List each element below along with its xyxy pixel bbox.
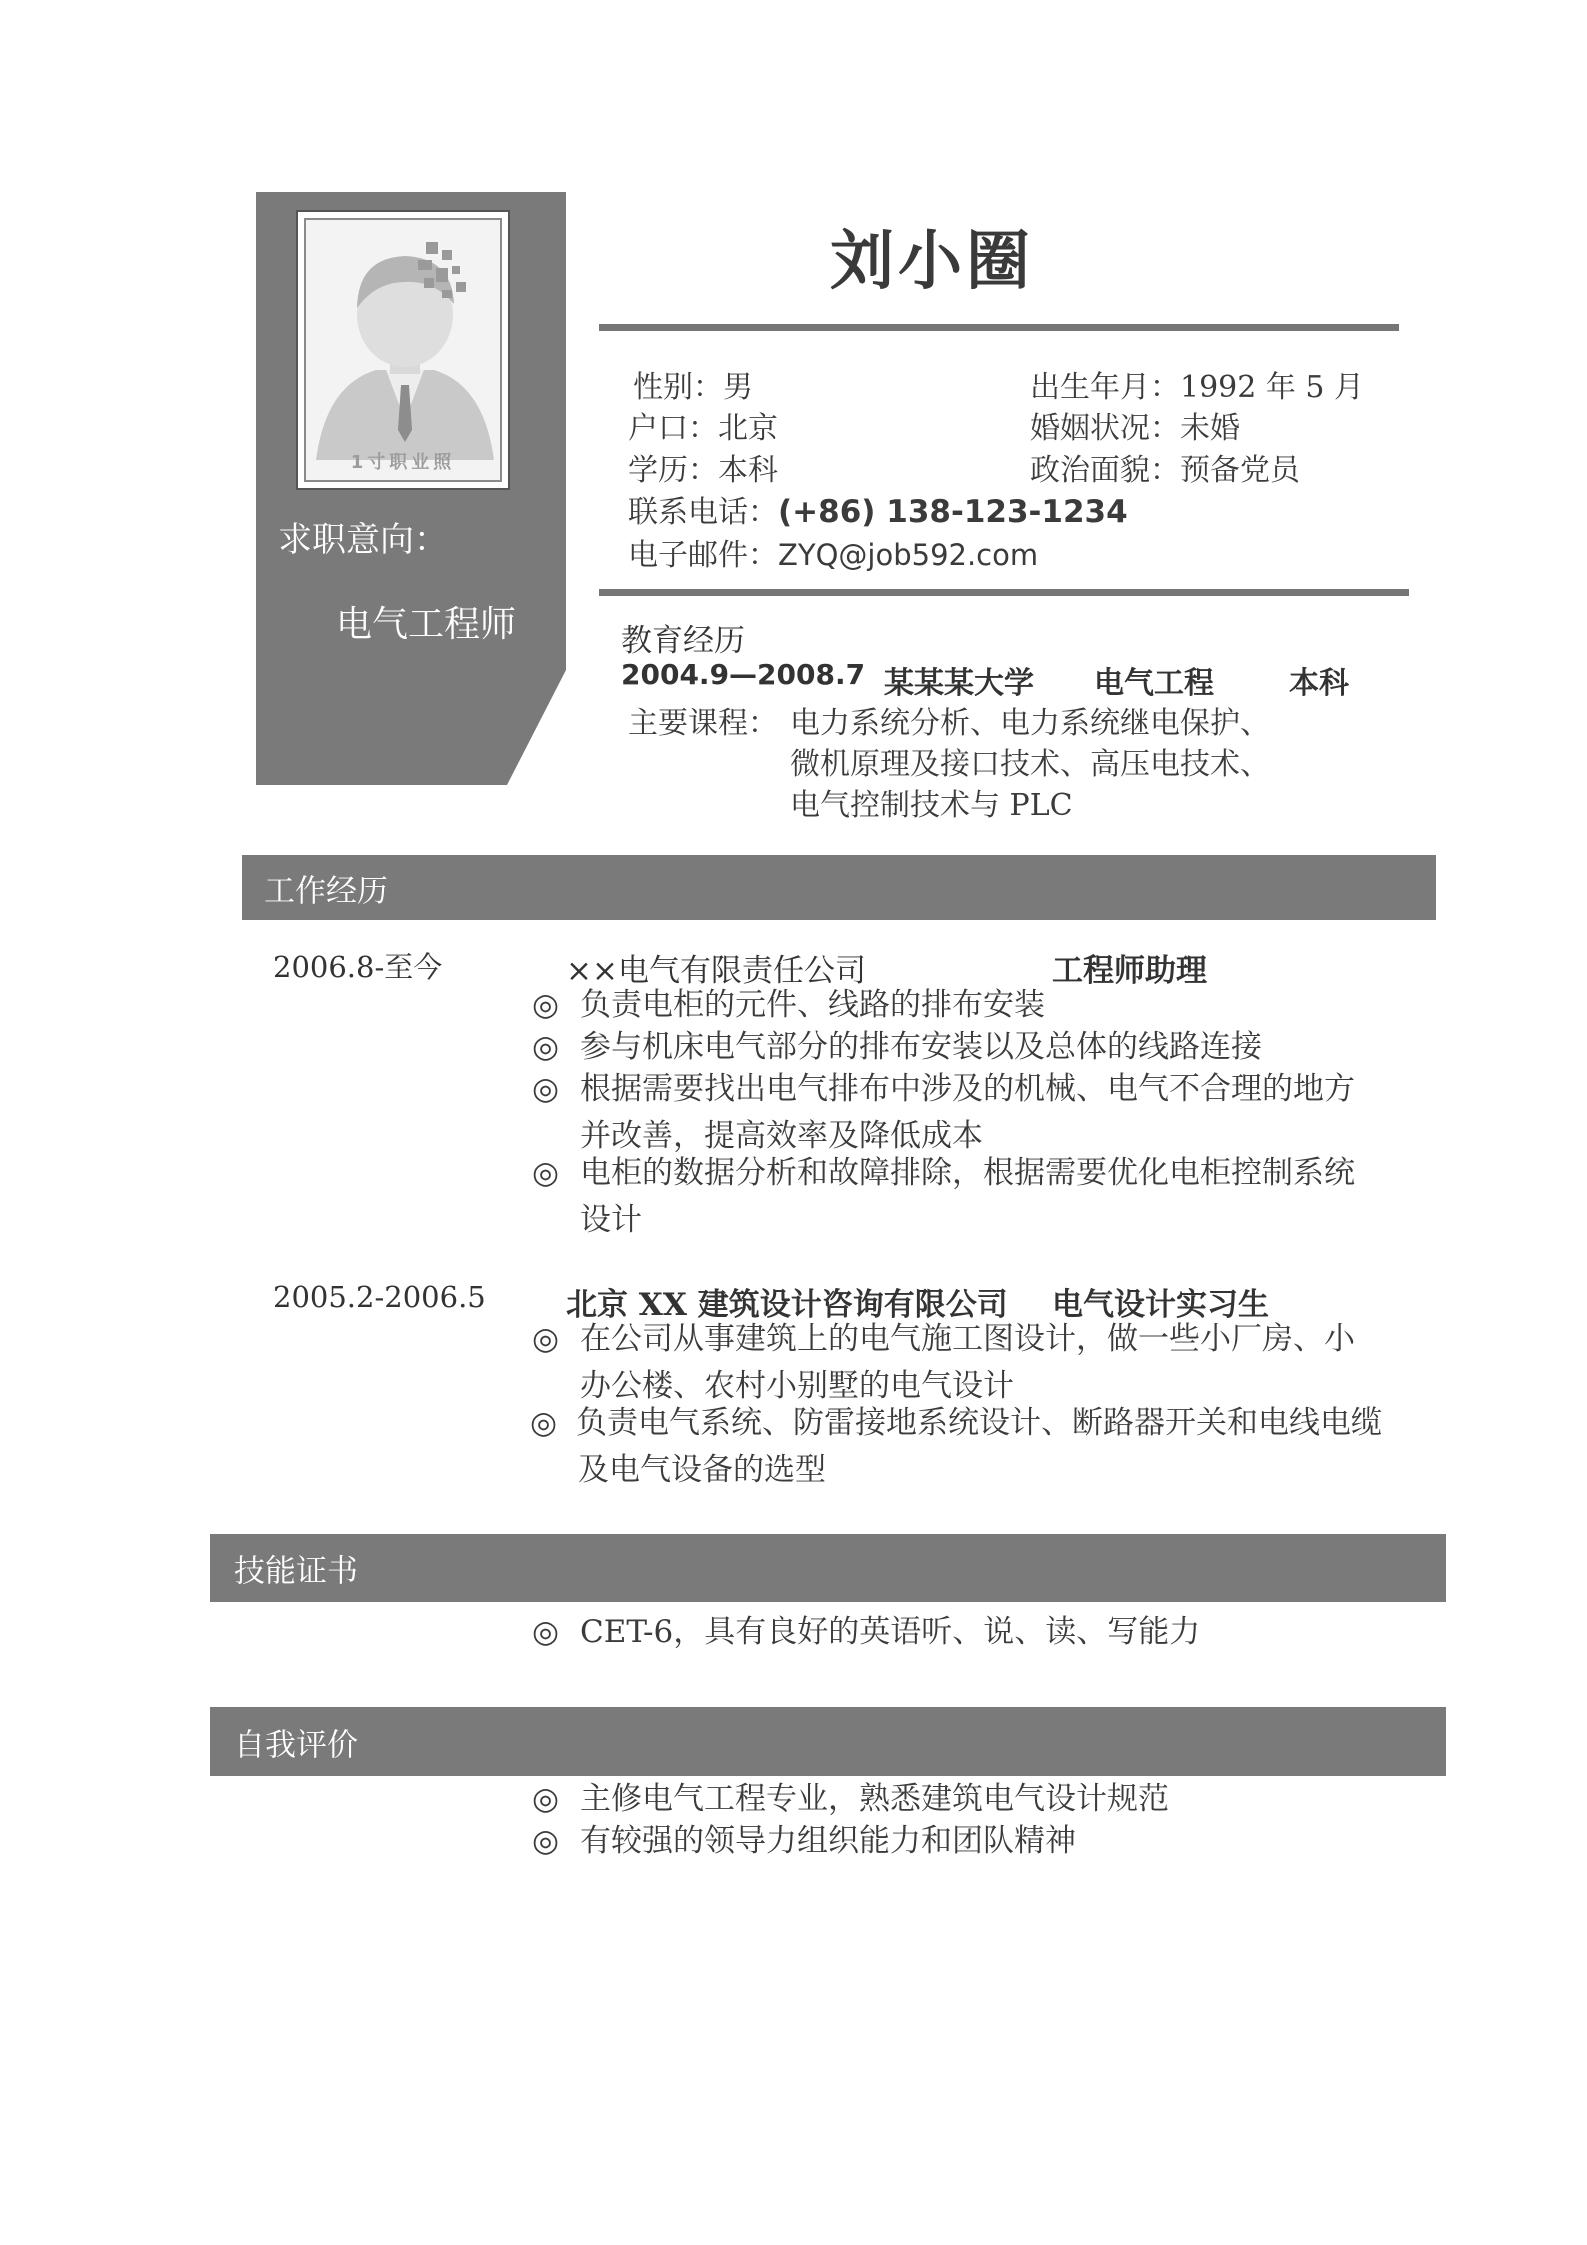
info-marital: 婚姻状况：未婚 bbox=[1030, 411, 1240, 446]
job-position: 工程师助理 bbox=[1052, 953, 1207, 989]
email-label: 电子邮件： bbox=[628, 538, 778, 573]
job-period: 2005.2-2006.5 bbox=[273, 1280, 486, 1314]
self-eval-section-bar bbox=[210, 1707, 1446, 1776]
job-bullet bbox=[530, 1402, 1382, 1444]
info-hukou: 户口：北京 bbox=[628, 411, 778, 446]
courses-line: 电气控制技术与 PLC bbox=[790, 788, 1073, 823]
education-major: 电气工程 bbox=[1094, 666, 1214, 701]
bullet-mark: ◎ bbox=[532, 1823, 560, 1859]
info-phone bbox=[628, 487, 1128, 531]
courses-line: 电力系统分析、电力系统继电保护、 bbox=[790, 706, 1270, 741]
phone-value: (+86) 138-123-1234 bbox=[778, 494, 1128, 530]
job-period: 2006.8-至今 bbox=[273, 950, 443, 984]
info-education: 学历：本科 bbox=[628, 453, 778, 488]
bullet-text: 在公司从事建筑上的电气施工图设计，做一些小厂房、小 bbox=[580, 1321, 1355, 1357]
bullet-text: 负责电气系统、防雷接地系统设计、断路器开关和电线电缆 bbox=[576, 1405, 1382, 1441]
bullet-continuation: 及电气设备的选型 bbox=[578, 1452, 826, 1488]
bullet-mark: ◎ bbox=[530, 1405, 558, 1441]
self-eval-bullet bbox=[532, 1778, 1169, 1820]
self-eval-bullet bbox=[532, 1820, 1076, 1862]
courses-label: 主要课程： bbox=[628, 706, 778, 741]
bullet-text: 根据需要找出电气排布中涉及的机械、电气不合理的地方 bbox=[580, 1071, 1355, 1107]
courses-line: 微机原理及接口技术、高压电技术、 bbox=[790, 747, 1270, 782]
job-company: 北京 XX 建筑设计咨询有限公司 bbox=[566, 1287, 1008, 1323]
info-gender: 性别：男 bbox=[633, 370, 753, 405]
header-divider bbox=[599, 324, 1399, 331]
bullet-continuation: 设计 bbox=[580, 1202, 642, 1238]
skill-bullet bbox=[532, 1611, 1200, 1653]
education-school: 某某某大学 bbox=[884, 666, 1034, 701]
job-objective-value: 电气工程师 bbox=[336, 604, 517, 645]
bullet-mark: ◎ bbox=[532, 1029, 560, 1065]
phone-label: 联系电话： bbox=[628, 495, 778, 530]
bullet-continuation: 办公楼、农村小别墅的电气设计 bbox=[580, 1368, 1014, 1404]
bullet-mark: ◎ bbox=[532, 1781, 560, 1817]
bullet-text: 负责电柜的元件、线路的排布安装 bbox=[580, 987, 1045, 1023]
job-bullet bbox=[532, 1026, 1262, 1068]
education-period: 2004.9—2008.7 bbox=[621, 658, 866, 691]
candidate-name: 刘小圈 bbox=[830, 224, 1034, 299]
work-section-bar bbox=[242, 855, 1436, 920]
info-email bbox=[628, 530, 1038, 574]
skills-section-title: 技能证书 bbox=[234, 1553, 358, 1590]
section-divider bbox=[599, 589, 1409, 596]
job-bullet bbox=[532, 984, 1045, 1026]
job-position: 电气设计实习生 bbox=[1052, 1287, 1269, 1323]
bullet-text: 电柜的数据分析和故障排除，根据需要优化电柜控制系统 bbox=[580, 1155, 1355, 1191]
skills-section-bar bbox=[210, 1534, 1446, 1602]
bullet-continuation: 并改善，提高效率及降低成本 bbox=[580, 1118, 983, 1154]
job-objective-label: 求职意向： bbox=[278, 520, 448, 560]
job-company: ××电气有限责任公司 bbox=[566, 953, 866, 989]
info-political: 政治面貌：预备党员 bbox=[1030, 453, 1300, 488]
job-bullet bbox=[532, 1068, 1355, 1110]
info-birth: 出生年月：1992 年 5 月 bbox=[1030, 370, 1365, 405]
bullet-text: 有较强的领导力组织能力和团队精神 bbox=[580, 1823, 1076, 1859]
education-title: 教育经历 bbox=[621, 623, 745, 659]
photo-caption: 1寸职业照 bbox=[350, 452, 456, 473]
job-bullet bbox=[532, 1152, 1355, 1194]
bullet-mark: ◎ bbox=[532, 1155, 560, 1191]
bullet-mark: ◎ bbox=[532, 987, 560, 1023]
bullet-mark: ◎ bbox=[532, 1614, 560, 1650]
bullet-text: 参与机床电气部分的排布安装以及总体的线路连接 bbox=[580, 1029, 1262, 1065]
self-eval-section-title: 自我评价 bbox=[234, 1727, 358, 1763]
email-value: ZYQ@job592.com bbox=[778, 538, 1039, 572]
bullet-mark: ◎ bbox=[532, 1321, 560, 1357]
job-bullet bbox=[532, 1318, 1355, 1360]
bullet-mark: ◎ bbox=[532, 1071, 560, 1107]
education-degree: 本科 bbox=[1289, 666, 1349, 701]
profile-photo bbox=[296, 210, 510, 490]
work-section-title: 工作经历 bbox=[264, 873, 388, 909]
bullet-text: CET-6，具有良好的英语听、说、读、写能力 bbox=[580, 1614, 1201, 1650]
bullet-text: 主修电气工程专业，熟悉建筑电气设计规范 bbox=[580, 1781, 1169, 1817]
avatar-placeholder-icon bbox=[306, 220, 502, 482]
